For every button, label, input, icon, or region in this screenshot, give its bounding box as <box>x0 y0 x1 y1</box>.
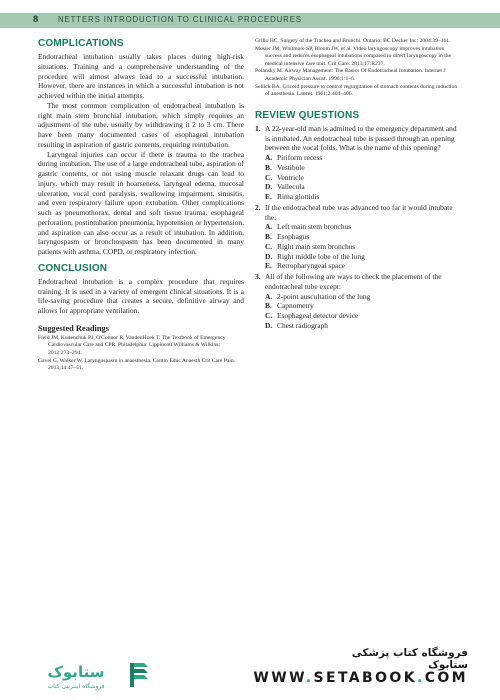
answer-option <box>265 242 462 252</box>
question-3 <box>255 272 462 331</box>
option-text: Piriform recess <box>277 153 323 162</box>
answer-options <box>265 292 462 331</box>
answer-option <box>265 301 462 311</box>
option-letter: A. <box>265 222 273 232</box>
answer-option <box>265 232 462 242</box>
complications-paragraph-3: Laryngeal injuries can occur if there is trauma to the trachea during intubation. The use of a large endotracheal tube, aspiration of gastric contents, or not using muscle relaxant drugs can lead to injury, which may result in hoarseness, laryngeal edema, mucosal ulceration, vocal cord paralysis, swallowing impairment, sinusitis, and even respiratory failure upon extubation. Other complications such as pneumothorax, dental and soft tissue trauma, esophageal perforation, postintubation pneumonia, hypotension or hypertension, and aspiration can also occur as a result of intubation. In addition, laryngospasm or bronchospasm has been documented in many patients with asthma, COPD, or respiratory infection. <box>38 149 244 256</box>
complications-paragraph-2: The most common complication of endotracheal intubation is right main stem bronchial intubation, which simply requires an adjustment of the tube, usually by withdrawing it 2 to 3 cm. There have been many documented cases of esophageal intubation resulting in aspiration of gastric contents, requiring reintubation. <box>38 100 244 149</box>
logo-caption: فروشگاه اینترنتی کتاب <box>47 683 105 690</box>
option-text: Rima glottidis <box>277 192 320 201</box>
books-emblem-icon <box>130 663 148 687</box>
complications-paragraph-1: Endotracheal intubation usually takes places during high-risk situations. Training and a comprehensive understanding of the procedure will almost always lead to a successful intubation. However, there are instances in which a successful intubation is not achieved within the initial attempts. <box>38 52 244 100</box>
question-number: 1. <box>255 123 261 133</box>
conclusion-heading: CONCLUSION <box>38 262 108 274</box>
question-1 <box>255 124 462 202</box>
option-text: Esophagus <box>277 232 310 241</box>
setabook-logo <box>26 657 151 691</box>
option-letter: C. <box>265 241 273 251</box>
answer-options <box>265 222 462 271</box>
option-text: Retropharyngeal space <box>277 261 345 271</box>
url-tld: COM <box>424 670 468 686</box>
store-footer-banner <box>0 631 500 700</box>
answer-option <box>265 182 462 192</box>
answer-option <box>265 261 462 271</box>
option-text: Capnometry <box>277 301 314 311</box>
review-questions-heading: REVIEW QUESTIONS <box>255 109 360 121</box>
answer-option <box>265 321 462 331</box>
answer-option <box>265 292 462 302</box>
answer-options <box>265 153 462 202</box>
url-prefix: WWW <box>253 670 306 686</box>
option-text: Right main stem bronchus <box>277 241 356 251</box>
option-letter: A. <box>265 153 273 162</box>
answer-option <box>265 192 462 202</box>
reference-item: Grillo HC. Surgery of the Trachea and Bronchi. Ontario: BC Decker Inc; 2004:39–161. <box>255 38 451 44</box>
reference-item: Gavel G, Walker W. Laryngospasm in anaesthesia. Contin Educ Anaesth Crit Care Pain. 2013;14:47–51. <box>38 357 236 372</box>
answer-option <box>265 311 462 321</box>
reference-item: Field JM, Kudenchuk PJ, O'Connor R, VandenHoek T. The Textbook of Emergency Cardiovascular Care and CPR. Philadelphia: Lippincott Williams & Wilkins; 2012:273–294. <box>38 334 226 356</box>
option-letter: D. <box>265 320 273 330</box>
conclusion-section <box>38 263 244 316</box>
option-text: Vestibule <box>277 162 305 172</box>
question-list <box>255 124 462 331</box>
url-domain: SETABOOK <box>313 670 417 686</box>
option-text: Esophageal detector device <box>277 311 359 320</box>
question-text: If the endotracheal tube was advanced too far it would intubate the: <box>265 202 453 222</box>
option-letter: C. <box>265 172 273 182</box>
option-letter: D. <box>265 182 273 192</box>
answer-option <box>265 153 462 163</box>
question-number: 3. <box>255 272 261 281</box>
question-number: 2. <box>255 202 261 212</box>
question-2 <box>255 203 462 271</box>
reference-item: Sellick BA. Cricoid pressure to control regurgitation of stomach contents during induction of anesthesia. Lancet. 1961;2:404–406. <box>255 83 458 98</box>
option-text: Ventricle <box>277 172 304 182</box>
complications-section <box>38 38 244 257</box>
suggested-readings-section <box>38 324 244 373</box>
suggested-readings-heading: Suggested Readings <box>38 323 109 333</box>
answer-option <box>265 222 462 232</box>
option-letter: B. <box>265 301 272 311</box>
right-column <box>255 38 462 331</box>
option-text: Right middle lobe of the lung <box>277 251 365 261</box>
option-letter: B. <box>265 162 272 172</box>
question-text: A 22-year-old man is admitted to the emergency department and is intubated. An endotracheal tube is passed through an opening between the vocal folds. What is the name of this opening? <box>265 123 457 153</box>
reference-item: Polansky M. Airway Management: The Basics Of Endotracheal Intubation. Internet J Academic Physician Assist. 1996;1:1–6. <box>255 68 446 82</box>
option-letter: D. <box>265 251 273 261</box>
answer-option <box>265 163 462 173</box>
review-questions-section <box>255 110 462 331</box>
option-letter: E. <box>265 261 272 271</box>
logo-wordmark: ستابوک <box>47 663 105 681</box>
question-text: All of the following are ways to check the placement of the endotracheal tube except: <box>265 272 442 291</box>
reference-item: Mosier JM, Whitmore SP, Bloom JW, et al. Video laryngoscopy improves intubation success and reduces esophageal intubations compared to direct laryngoscopy in the medical intensive care unit. Crit Care. 2013;17:R237. <box>255 45 452 67</box>
page-number: 8 <box>33 14 39 25</box>
store-url[interactable]: WWW.SETABOOK.COM <box>253 670 468 686</box>
option-text: Vallecula <box>277 182 305 192</box>
running-title: NETTERS INTRODUCTION TO CLINICAL PROCEDURES <box>58 15 302 24</box>
complications-heading: COMPLICATIONS <box>38 38 124 49</box>
option-text: 2-point auscultation of the lung <box>277 291 371 301</box>
option-text: Left main stem bronchus <box>277 222 352 232</box>
option-text: Chest radiograph <box>277 320 329 330</box>
conclusion-paragraph: Endotracheal intubation is a complex procedure that requires training. It is used in a variety of emergent clinical situations. It is a life-saving procedure that creates a secure, definitive airway and allows for appropriate ventilation. <box>38 276 244 315</box>
answer-option <box>265 173 462 183</box>
suggested-readings-continued <box>255 38 462 99</box>
store-name: فروشگاه کتاب پزشکی ستابوک <box>351 647 468 671</box>
option-letter: B. <box>265 232 272 241</box>
option-letter: C. <box>265 311 273 320</box>
answer-option <box>265 252 462 262</box>
option-letter: E. <box>265 192 272 201</box>
left-column <box>38 38 244 373</box>
option-letter: A. <box>265 291 273 301</box>
